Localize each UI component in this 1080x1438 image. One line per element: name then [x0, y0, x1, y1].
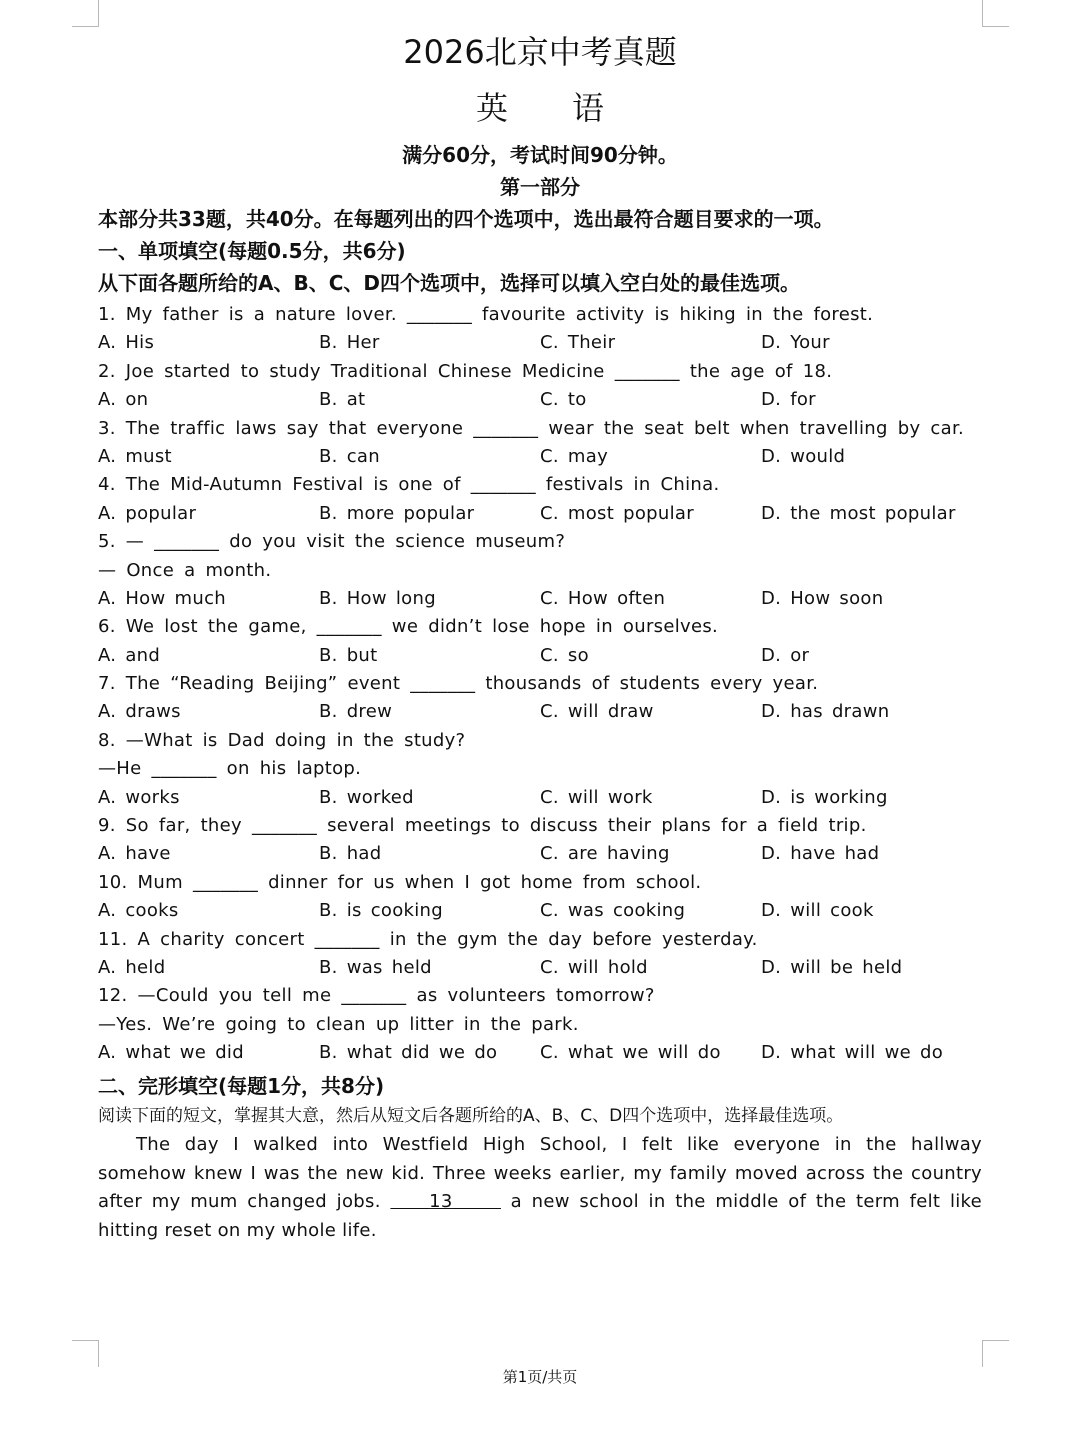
option-b: B. drew	[319, 701, 393, 723]
option-a: A. How much	[98, 587, 226, 609]
question-stem: 11. A charity concert _______ in the gym the day before yesterday.	[98, 928, 758, 950]
option-d: D. is working	[761, 786, 888, 808]
options-row	[98, 1039, 988, 1067]
option-d: D. Your	[761, 332, 830, 354]
option-c: C. was cooking	[540, 900, 686, 922]
options-row	[98, 443, 988, 471]
question-stem: 10. Mum _______ dinner for us when I got home from school.	[98, 871, 702, 893]
part-heading: 第一部分	[500, 175, 580, 199]
subject-title: 英语	[475, 89, 668, 127]
question-list	[98, 301, 988, 1068]
passage-line: somehow knew I was the new kid. Three weeks earlier, my family moved across the country	[98, 1162, 982, 1184]
crop-mark-bottom-right	[982, 1340, 1009, 1367]
option-a: A. His	[98, 332, 155, 354]
option-a: A. cooks	[98, 900, 179, 922]
question-stem: 3. The traffic laws say that everyone _______ wear the seat belt when travelling by car.	[98, 417, 965, 439]
question-dialog-line: —He _______ on his laptop.	[98, 758, 362, 780]
option-b: B. can	[319, 445, 380, 467]
passage-line: The day I walked into Westfield High School, I felt like everyone in the hallway	[136, 1134, 982, 1155]
options-row	[98, 954, 988, 982]
blank-13: 13	[429, 1191, 453, 1213]
option-d: D. How soon	[761, 587, 884, 609]
exam-title: 2026北京中考真题	[403, 33, 677, 71]
question-stem: 12. —Could you tell me _______ as volunteers tomorrow?	[98, 985, 655, 1007]
option-d: D. has drawn	[761, 701, 890, 723]
passage-line	[98, 1188, 982, 1217]
option-a: A. must	[98, 445, 172, 467]
section1-instruction: 从下面各题所给的A、B、C、D四个选项中，选择可以填入空白处的最佳选项。	[98, 271, 801, 295]
option-a: A. works	[98, 786, 180, 808]
option-d: D. the most popular	[761, 502, 956, 524]
options-row	[98, 642, 988, 670]
question-stem: 8. —What is Dad doing in the study?	[98, 729, 466, 751]
option-a: A. what we did	[98, 1042, 244, 1064]
options-row	[98, 386, 988, 414]
option-a: A. popular	[98, 502, 197, 524]
passage-line-text: a new school in the middle of the term felt like	[510, 1191, 982, 1213]
option-d: D. will cook	[761, 900, 874, 922]
option-b: B. was held	[319, 956, 432, 978]
option-d: D. for	[761, 389, 816, 411]
options-row	[98, 500, 988, 528]
option-b: B. Her	[319, 332, 380, 354]
passage-line-text: after my mum changed jobs.	[98, 1191, 381, 1213]
question-stem: 1. My father is a nature lover. _______ favourite activity is hiking in the forest.	[98, 304, 874, 325]
question-stem: 6. We lost the game, _______ we didn’t lose hope in ourselves.	[98, 616, 719, 638]
option-c: C. will draw	[540, 701, 654, 723]
option-c: C. will hold	[540, 956, 648, 978]
options-row	[98, 329, 988, 357]
options-row	[98, 840, 988, 868]
option-b: B. How long	[319, 587, 436, 609]
part-intro: 本部分共33题，共40分。在每题列出的四个选项中，选出最符合题目要求的一项。	[98, 207, 834, 231]
option-b: B. more popular	[319, 502, 475, 524]
option-a: A. have	[98, 843, 171, 865]
option-c: C. most popular	[540, 502, 694, 524]
page-footer: 第1页/共页	[502, 1368, 578, 1386]
crop-mark-bottom-left	[72, 1340, 99, 1367]
question-dialog-line: — Once a month.	[98, 559, 272, 581]
option-c: C. to	[540, 389, 587, 411]
question-dialog-line: —Yes. We’re going to clean up litter in the park.	[98, 1013, 579, 1035]
section2-instruction: 阅读下面的短文，掌握其大意，然后从短文后各题所给的A、B、C、D四个选项中，选择最佳选项。	[98, 1106, 844, 1126]
option-a: A. on	[98, 389, 149, 411]
option-a: A. draws	[98, 701, 181, 723]
option-a: A. and	[98, 644, 161, 666]
option-b: B. at	[319, 389, 366, 411]
crop-mark-top-left	[72, 0, 99, 27]
question-stem: 9. So far, they _______ several meetings to discuss their plans for a field trip.	[98, 815, 867, 837]
option-d: D. what will we do	[761, 1042, 944, 1064]
option-c: C. How often	[540, 587, 666, 609]
option-b: B. what did we do	[319, 1042, 498, 1064]
option-c: C. will work	[540, 786, 653, 808]
options-row	[98, 585, 988, 613]
options-row	[98, 897, 988, 925]
option-c: C. are having	[540, 843, 670, 865]
option-d: D. will be held	[761, 956, 903, 978]
options-row	[98, 784, 988, 812]
section1-heading: 一、单项填空(每题0.5分，共6分)	[98, 239, 406, 263]
crop-mark-top-right	[982, 0, 1009, 27]
option-b: B. worked	[319, 786, 414, 808]
option-d: D. or	[761, 644, 810, 666]
passage-line: hitting reset on my whole life.	[98, 1219, 377, 1241]
option-c: C. may	[540, 445, 609, 467]
question-stem: 4. The Mid-Autumn Festival is one of _______ festivals in China.	[98, 474, 720, 496]
option-d: D. have had	[761, 843, 880, 865]
question-stem: 7. The “Reading Beijing” event _______ thousands of students every year.	[98, 673, 819, 695]
question-stem: 2. Joe started to study Traditional Chinese Medicine _______ the age of 18.	[98, 360, 833, 382]
question-stem: 5. — _______ do you visit the science museum?	[98, 531, 566, 553]
cloze-passage	[98, 1131, 982, 1245]
option-b: B. had	[319, 843, 382, 865]
score-time-note: 满分60分，考试时间90分钟。	[402, 143, 678, 167]
option-c: C. so	[540, 644, 589, 666]
option-b: B. is cooking	[319, 900, 443, 922]
options-row	[98, 698, 988, 726]
option-a: A. held	[98, 956, 166, 978]
option-d: D. would	[761, 445, 846, 467]
option-c: C. what we will do	[540, 1042, 721, 1064]
option-c: C. Their	[540, 332, 616, 354]
option-b: B. but	[319, 644, 378, 666]
section2-heading: 二、完形填空(每题1分，共8分)	[98, 1074, 385, 1098]
